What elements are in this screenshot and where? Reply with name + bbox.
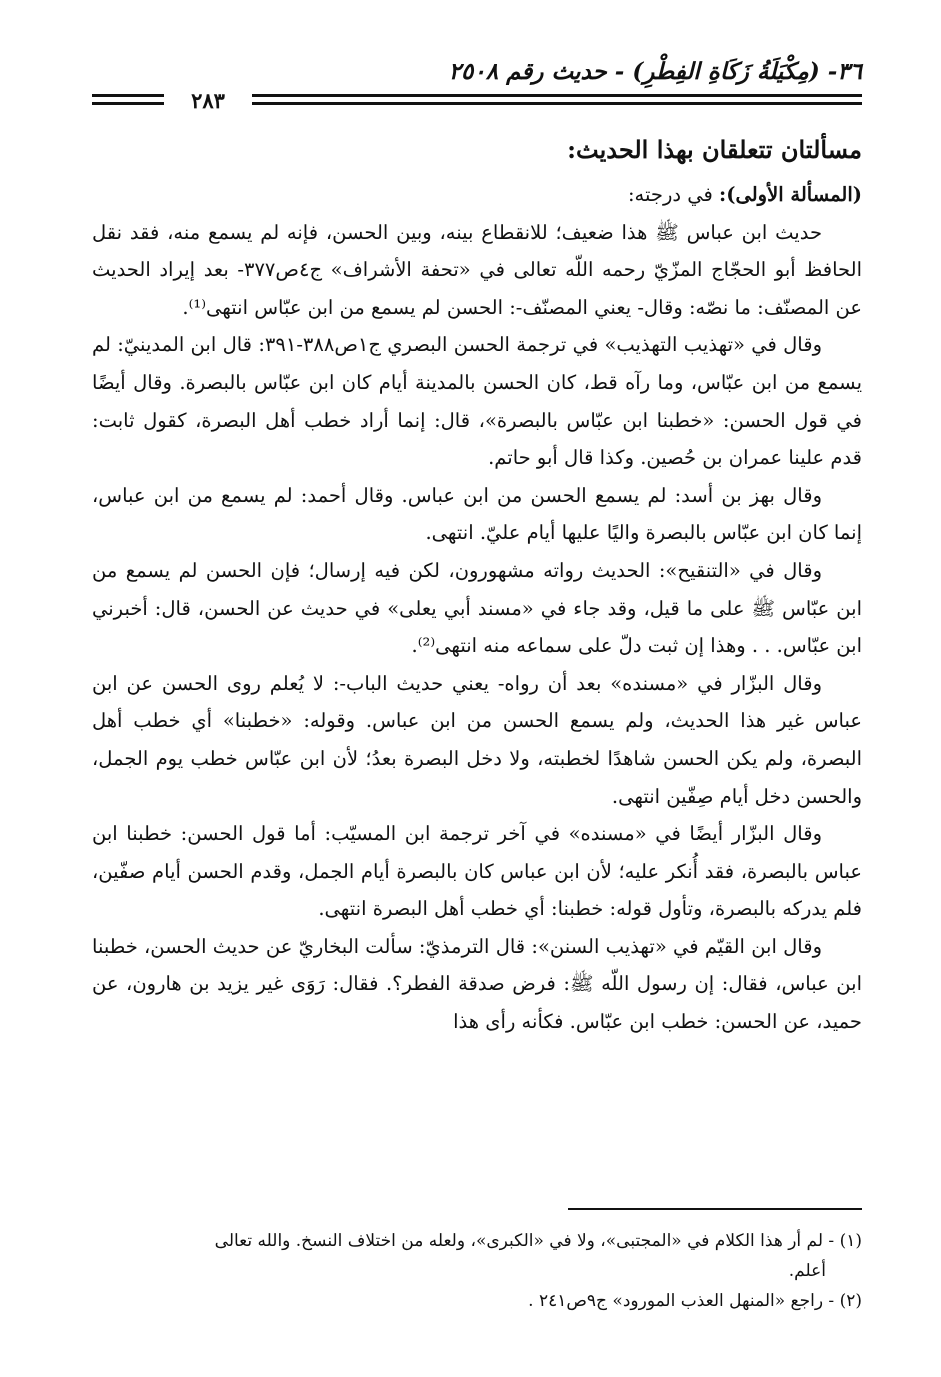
section-title: مسألتان تتعلقان بهذا الحديث: [567, 135, 862, 164]
header-rule-left [92, 94, 164, 105]
page-number: ٢٨٣ [191, 88, 225, 113]
paragraph: حديث ابن عباس ﷺ هذا ضعيف؛ للانقطاع بينه، وبين الحسن، فإنه لم يسمع منه، فقد نقل الحافظ أبو الحجّاج المزّيّ رحمه اللّه تعالى في «تحفة الأشراف» ج٤ص٣٧٧- بعد إيراد الحديث عن المصنّف: ما نصّه: وقال- يعني المصنّف-: الحسن لم يسمع من ابن عبّاس انتهى⁽¹⁾. [92, 220, 863, 319]
paragraph: وقال في «التنقيح»: الحديث رواته مشهورون، لكن فيه إرسال؛ فإن الحسن لم يسمع من ابن عبّاس ﷺ على ما قيل، وقد جاء في «مسند أبي يعلى» في حديث عن الحسن، قال: أخبرني ابن عبّاس. . . وهذا إن ثبت دلّ على سماعه منه انتهى⁽²⁾. [92, 558, 862, 658]
footnote-1-continuation: أعلم. [788, 1261, 826, 1281]
footnote-2: (٢) - راجع «المنهل العذب المورود» ج٩ص٢٤١ . [528, 1291, 862, 1311]
subsection-label: (المسألة الأولى): [719, 183, 862, 206]
paragraph: وقال البزّار في «مسنده» بعد أن رواه- يعني حديث الباب-: لا يُعلم روى الحسن عن ابن عباس غير هذا الحديث، ولم يسمع الحسن من ابن عباس. وقوله: «خطبنا» أي خطب أهل البصرة، ولم يكن الحسن شاهدًا لخطبته، ولا دخل البصرة بعدُ؛ لأن ابن عبّاس خطب يوم الجمل، والحسن دخل أيام صِفّين انتهى. [92, 671, 862, 808]
subsection-heading [92, 176, 862, 214]
running-title: ٣٦- (مِكْيَلَةُ زَكَاةِ الفِطْرِ) - حديث رقم ٢٥٠٨ [448, 58, 862, 85]
paragraph: وقال البزّار أيضًا في «مسنده» في آخر ترجمة ابن المسيّب: أما قول الحسن: خطبنا ابن عباس بالبصرة، فقد أُنكر عليه؛ لأن ابن عباس كان بالبصرة أيام الجمل، وقدم الحسن أيام صفّين، فلم يدركه بالبصرة، وتأول قوله: خطبنا: أي خطب أهل البصرة انتهى. [92, 822, 862, 921]
paragraph: وقال في «تهذيب التهذيب» في ترجمة الحسن البصري ج١ص٣٨٨-٣٩١: قال ابن المدينيّ: لم يسمع من ابن عبّاس، وما رآه قط، كان الحسن بالمدينة أيام كان ابن عبّاس بالبصرة. وقال أيضًا في قول الحسن: «خطبنا ابن عبّاس بالبصرة»، قال: إنما أراد خطب أهل البصرة، كقول ثابت: قدم علينا عمران بن حُصين. وكذا قال أبو حاتم. [92, 333, 862, 470]
subsection-text: في درجته: [627, 183, 720, 206]
page-header [92, 58, 862, 113]
paragraph: وقال ابن القيّم في «تهذيب السنن»: قال الترمذيّ: سألت البخاريّ عن حديث الحسن، خطبنا ابن عباس، فقال: إن رسول اللّه ﷺ: فرض صدقة الفطر؟. فقال: رَوَى غير يزيد بن هارون، عن حميد، عن الحسن: خطب ابن عبّاس. فكأنه رأى هذا [92, 934, 862, 1034]
footnotes [92, 1226, 862, 1316]
header-rule-right [252, 94, 862, 105]
footnote-1: (١) - لم أر هذا الكلام في «المجتبى»، ولا في «الكبرى»، ولعله من اختلاف النسخ. والله تعالى [214, 1231, 862, 1251]
paragraph: وقال بهز بن أسد: لم يسمع الحسن من ابن عباس. وقال أحمد: لم يسمع من ابن عباس، إنما كان ابن عبّاس بالبصرة واليًا عليها أيام عليّ. انتهى. [92, 483, 862, 545]
main-text [92, 128, 862, 1041]
footnote-separator [568, 1208, 862, 1210]
